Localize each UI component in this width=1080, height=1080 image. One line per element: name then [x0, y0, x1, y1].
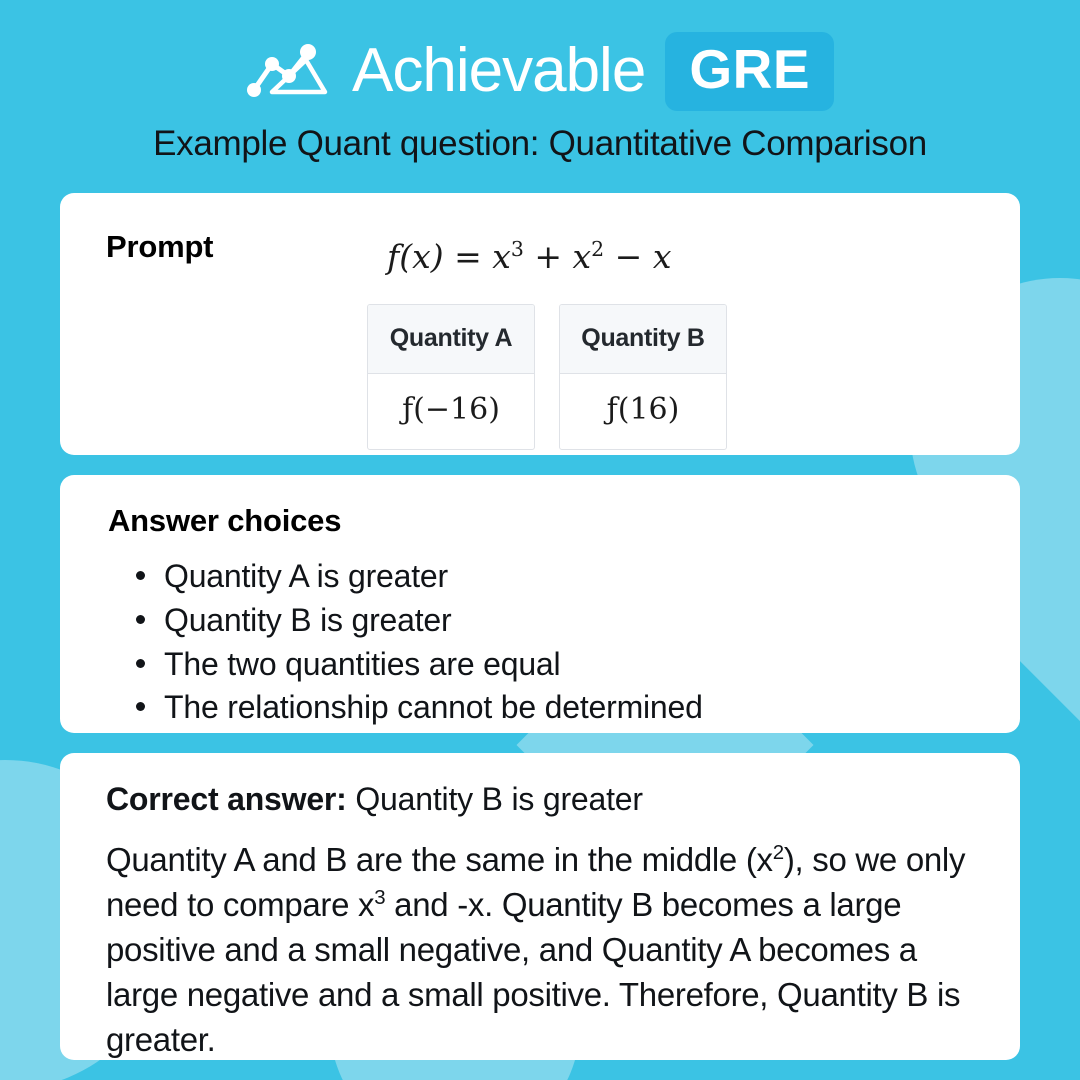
line-chart-mountain-icon — [246, 42, 332, 100]
answer-choice-label: Quantity B is greater — [164, 601, 452, 638]
bullet-icon — [136, 615, 145, 624]
formula-term3: x — [652, 237, 672, 276]
explanation-paragraph — [106, 838, 974, 1062]
quantity-b-value: ƒ(16) — [606, 392, 680, 427]
formula-term2-base: x — [572, 237, 592, 276]
quantity-b-header: Quantity B — [560, 305, 726, 374]
correct-answer-label: Correct answer: — [106, 781, 347, 817]
quantity-b-table — [559, 304, 727, 450]
answer-choices-card — [60, 475, 1020, 733]
answer-choice-item[interactable] — [108, 686, 974, 730]
formula-minus: − — [614, 237, 643, 276]
answer-choice-item[interactable] — [108, 643, 974, 687]
explanation-superscript-2: 3 — [374, 885, 386, 909]
formula-term1-base: x — [492, 237, 511, 276]
page-subtitle: Example Quant question: Quantitative Comparison — [153, 124, 927, 163]
correct-answer-line — [106, 781, 974, 818]
formula-term2-exponent: 2 — [591, 237, 605, 261]
prompt-heading: Prompt — [106, 229, 214, 264]
explanation-part-3: and -x. Quantity B becomes a large positive and a small negative, and Quantity A becomes a large negative and a small positive. Therefore, Quantity B is greater. — [106, 885, 961, 1058]
quantity-comparison-tables — [367, 304, 727, 450]
bullet-icon — [136, 702, 145, 711]
explanation-superscript-1: 2 — [772, 841, 784, 864]
formula-lhs: f(x) — [387, 237, 444, 276]
brand-name: Achievable — [352, 36, 646, 105]
prompt-card — [60, 193, 1020, 455]
answer-choice-label: Quantity A is greater — [164, 558, 448, 594]
answer-choice-label: The relationship cannot be determined — [164, 689, 703, 726]
bullet-icon — [136, 659, 145, 668]
prompt-left-column — [106, 223, 361, 450]
answer-choices-list — [108, 555, 974, 730]
quantity-a-header: Quantity A — [368, 305, 534, 374]
formula-plus: + — [534, 237, 563, 276]
quantity-a-value: ƒ(−16) — [402, 392, 500, 427]
formula-equals: = — [454, 237, 482, 276]
quantity-a-table — [367, 304, 535, 450]
explanation-part-1: Quantity A and B are the same in the middle (x — [106, 841, 773, 878]
answer-choice-item[interactable] — [108, 555, 974, 599]
formula-term1-exponent: 3 — [510, 237, 524, 261]
explanation-card — [60, 753, 1020, 1060]
bullet-icon — [136, 571, 145, 580]
function-formula — [387, 237, 671, 276]
prompt-card-inner — [60, 193, 1020, 450]
explanation-inner — [60, 753, 1020, 1062]
answer-choice-label: The two quantities are equal — [164, 645, 561, 682]
answer-choices-heading: Answer choices — [108, 503, 342, 538]
answer-choices-inner — [60, 475, 1020, 730]
explanation-part-2: ), so we only need to compare x — [106, 841, 966, 923]
brand-row — [0, 32, 1080, 110]
prompt-right-column — [361, 223, 974, 450]
correct-answer-value: Quantity B is greater — [355, 781, 643, 817]
exam-badge: GRE — [665, 32, 834, 111]
answer-choice-item[interactable] — [108, 599, 974, 643]
page-header — [0, 0, 1080, 164]
